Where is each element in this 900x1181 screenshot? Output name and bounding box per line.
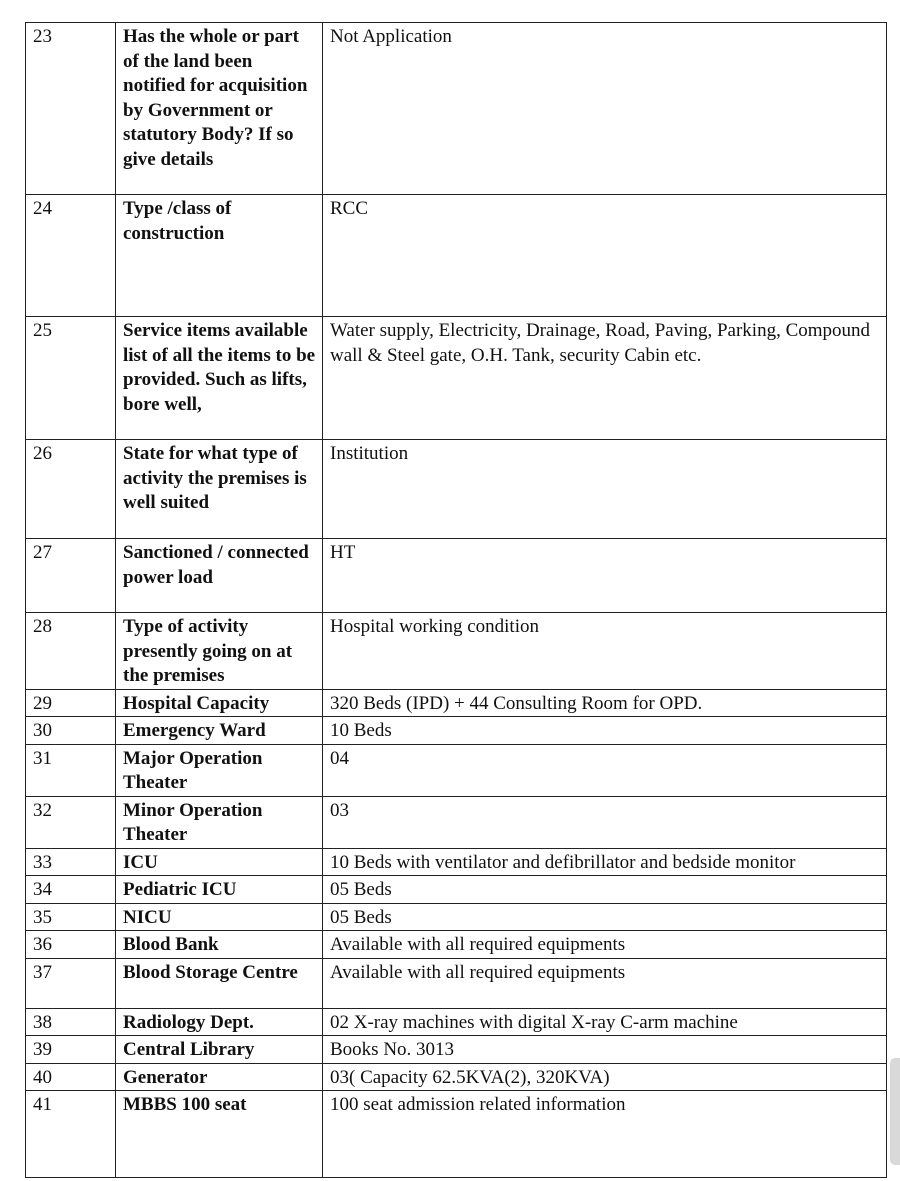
table-row — [26, 1091, 887, 1178]
row-value: 02 X-ray machines with digital X-ray C-arm machine — [323, 1008, 887, 1036]
row-item: Has the whole or part of the land been notified for acquisition by Government or statutory Body? If so give details — [116, 23, 323, 195]
row-item: Pediatric ICU — [116, 876, 323, 904]
row-number: 30 — [26, 717, 116, 745]
row-value: 04 — [323, 744, 887, 796]
row-item: State for what type of activity the premises is well suited — [116, 440, 323, 539]
row-number: 28 — [26, 613, 116, 690]
row-value: Institution — [323, 440, 887, 539]
row-value: 10 Beds with ventilator and defibrillator and bedside monitor — [323, 848, 887, 876]
table-row — [26, 717, 887, 745]
row-number: 36 — [26, 931, 116, 959]
table-row — [26, 1063, 887, 1091]
row-item: MBBS 100 seat — [116, 1091, 323, 1178]
table-row — [26, 958, 887, 1008]
row-number: 23 — [26, 23, 116, 195]
table-row — [26, 689, 887, 717]
page-edge-shadow — [890, 1058, 900, 1165]
row-number: 41 — [26, 1091, 116, 1178]
table-row — [26, 23, 887, 195]
row-item: Hospital Capacity — [116, 689, 323, 717]
row-number: 24 — [26, 195, 116, 317]
table-row — [26, 539, 887, 613]
row-item: Emergency Ward — [116, 717, 323, 745]
row-item: Blood Storage Centre — [116, 958, 323, 1008]
row-value: Water supply, Electricity, Drainage, Road, Paving, Parking, Compound wall & Steel gate, O.H. Tank, security Cabin etc. — [323, 317, 887, 440]
row-value: Hospital working condition — [323, 613, 887, 690]
row-item: Minor Operation Theater — [116, 796, 323, 848]
table-row — [26, 876, 887, 904]
table-row — [26, 744, 887, 796]
table-row — [26, 195, 887, 317]
row-item: Radiology Dept. — [116, 1008, 323, 1036]
row-item: Blood Bank — [116, 931, 323, 959]
table-row — [26, 796, 887, 848]
row-number: 26 — [26, 440, 116, 539]
row-number: 35 — [26, 903, 116, 931]
row-number: 32 — [26, 796, 116, 848]
row-item: NICU — [116, 903, 323, 931]
row-number: 31 — [26, 744, 116, 796]
table-row — [26, 613, 887, 690]
row-number: 38 — [26, 1008, 116, 1036]
table-row — [26, 317, 887, 440]
row-value: Available with all required equipments — [323, 958, 887, 1008]
row-value: 320 Beds (IPD) + 44 Consulting Room for OPD. — [323, 689, 887, 717]
table-row — [26, 1036, 887, 1064]
table-row — [26, 440, 887, 539]
row-value: Books No. 3013 — [323, 1036, 887, 1064]
row-item: Sanctioned / connected power load — [116, 539, 323, 613]
row-item: Type of activity presently going on at the premises — [116, 613, 323, 690]
row-value: 05 Beds — [323, 876, 887, 904]
row-item: ICU — [116, 848, 323, 876]
table-row — [26, 1008, 887, 1036]
row-number: 34 — [26, 876, 116, 904]
row-value: 100 seat admission related information — [323, 1091, 887, 1178]
row-item: Type /class of construction — [116, 195, 323, 317]
row-number: 33 — [26, 848, 116, 876]
row-number: 29 — [26, 689, 116, 717]
row-number: 39 — [26, 1036, 116, 1064]
table-row — [26, 903, 887, 931]
table-row — [26, 931, 887, 959]
row-item: Generator — [116, 1063, 323, 1091]
row-value: 03 — [323, 796, 887, 848]
row-number: 27 — [26, 539, 116, 613]
table-row — [26, 848, 887, 876]
row-item: Central Library — [116, 1036, 323, 1064]
row-number: 40 — [26, 1063, 116, 1091]
row-value: 03( Capacity 62.5KVA(2), 320KVA) — [323, 1063, 887, 1091]
row-value: Not Application — [323, 23, 887, 195]
details-table — [25, 22, 887, 1178]
row-number: 37 — [26, 958, 116, 1008]
row-value: 05 Beds — [323, 903, 887, 931]
row-number: 25 — [26, 317, 116, 440]
row-item: Major Operation Theater — [116, 744, 323, 796]
row-item: Service items available list of all the items to be provided. Such as lifts, bore well, — [116, 317, 323, 440]
row-value: RCC — [323, 195, 887, 317]
row-value: HT — [323, 539, 887, 613]
row-value: Available with all required equipments — [323, 931, 887, 959]
row-value: 10 Beds — [323, 717, 887, 745]
